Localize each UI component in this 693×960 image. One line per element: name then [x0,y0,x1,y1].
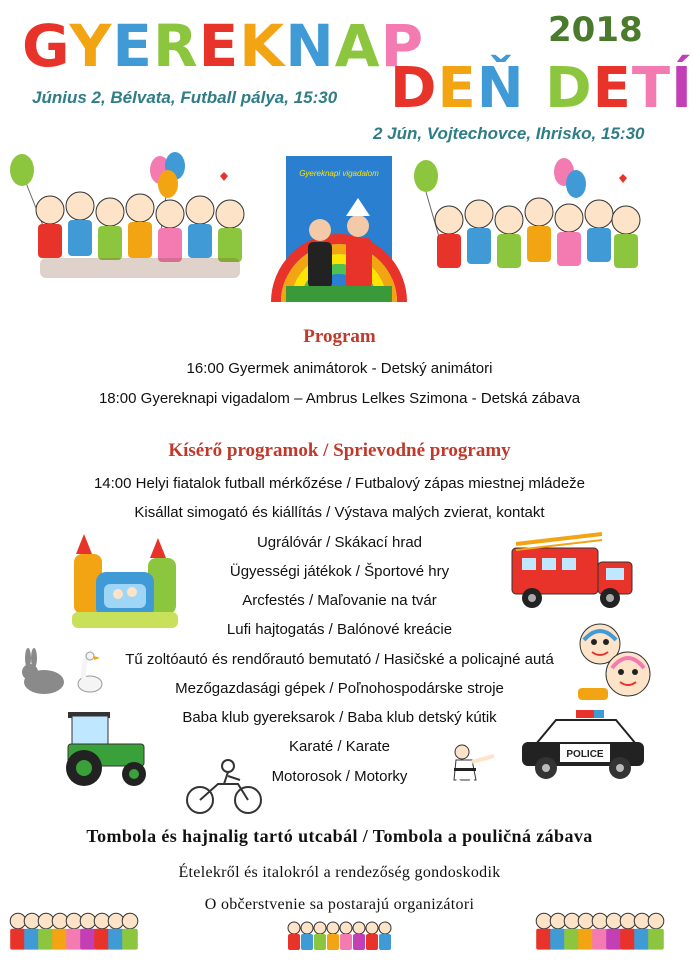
karate-kid-illustration [442,742,502,802]
side-program-item: Baba klub gyereksarok / Baba klub detský kútik [182,709,497,726]
event-date-sk: 2 Jún, Vojtechovce, Ihrisko, 15:30 [373,124,645,143]
motorcycle-illustration [184,756,264,816]
kid-body [550,929,566,950]
title-hu-letter: N [285,12,335,80]
kid-head [648,913,664,929]
kid-body [24,929,40,950]
kids-balloons-right-illustration [414,154,654,304]
side-program-item: Motorosok / Motorky [271,768,408,785]
kid-body [592,929,608,950]
title-sk-letter: T [631,56,672,121]
kid-body [620,929,636,950]
title-sk-letter: Í [671,56,693,121]
kid-head [327,922,339,934]
kid-body [301,934,313,950]
title-sk-letter: Ň [476,56,525,121]
bouncy-castle-illustration [66,532,186,632]
kid-body [648,929,664,950]
kid-body [578,929,594,950]
fire-truck-illustration [502,526,638,616]
kid-body [379,934,391,950]
kid-head [314,922,326,934]
face-painting-illustration [574,618,660,702]
kid-head [606,913,622,929]
kid-body [288,934,300,950]
kids-balloons-left-illustration [10,148,260,298]
kid-head [578,913,594,929]
year: 2018 [548,10,643,50]
kid-head [634,913,650,929]
title-sk-letter: E [592,56,632,121]
title-hu-letter: R [152,12,199,80]
kid-body [108,929,124,950]
program-item: 18:00 Gyereknapi vigadalom – Ambrus Lelkes Szimona - Detská zábava [98,390,581,407]
kids-row [36,192,244,278]
side-programs-heading: Kísérő programok / Sprievodné programy [168,440,511,461]
side-program-item: Ügyességi játékok / Športové hry [229,563,450,580]
side-program-item: 14:00 Helyi fiatalok futball mérkőzése / Futbalový zápas miestnej mládeže [93,475,586,492]
title-sk-letter: D [390,56,438,121]
kid-head [592,913,608,929]
title-hu-letter: E [112,12,153,80]
kid-body [314,934,326,950]
side-program-item: Ugrálóvár / Skákací hrad [256,534,423,551]
kid-body [80,929,96,950]
side-program-item: Karaté / Karate [289,738,390,755]
kid-head [288,922,300,934]
kid-body [94,929,110,950]
police-label: POLICE [566,749,604,760]
kid-body [38,929,54,950]
title-slovak [390,58,693,120]
event-date-hu: Június 2, Bélvata, Futball pálya, 15:30 [32,88,338,107]
title-hu-letter: G [22,12,70,80]
kid-head [353,922,365,934]
title-hu-letter: A [334,12,381,80]
program-item: 16:00 Gyermek animátorok - Detský animátori [186,360,493,377]
title-hu-letter: P [380,12,425,80]
kid-body [66,929,82,950]
kid-body [10,929,26,950]
kids-row-bottom-left [10,908,140,958]
rabbit-goose-illustration [18,648,108,698]
kid-body [564,929,580,950]
side-program-item: Arcfestés / Maľovanie na tvár [242,592,437,609]
title-sk-letter [525,56,546,121]
kid-head [536,913,552,929]
kid-head [94,913,110,929]
kid-head [301,922,313,934]
title-hu-letter: E [198,12,240,80]
kid-body [122,929,138,950]
kid-head [52,913,68,929]
kid-head [108,913,124,929]
kid-head [366,922,378,934]
food-text-sk: O občerstvenie sa postarajú organizátori [204,896,475,913]
tombola-text: Tombola és hajnalig tartó utcabál / Tombola a pouličná zábava [86,826,593,846]
title-hungarian [22,14,424,78]
kid-body [327,934,339,950]
kid-body [606,929,622,950]
side-program-item: Tű zoltóautó és rendőrautó bemutató / Hasičské a policajné autá [125,651,554,668]
program-heading: Program [303,326,376,347]
kid-head [38,913,54,929]
kids-row-bottom-center [286,918,396,958]
police-car-illustration [516,704,648,784]
kid-head [24,913,40,929]
food-text-hu: Ételekről és italokról a rendezőség gondoskodik [178,864,501,881]
tractor-illustration [54,708,154,788]
kid-body [536,929,552,950]
kid-body [366,934,378,950]
performer-poster-image [286,156,392,302]
kids-row-bottom-right [536,908,666,958]
kid-body [634,929,650,950]
kid-head [379,922,391,934]
title-hu-letter: Y [69,12,113,80]
kid-body [340,934,352,950]
side-program-item: Mezőgazdasági gépek / Poľnohospodárske stroje [175,680,504,697]
title-sk-letter: D [545,56,593,121]
kid-head [80,913,96,929]
title-hu-letter: K [239,12,286,80]
kid-head [550,913,566,929]
kid-head [620,913,636,929]
kid-head [10,913,26,929]
side-program-item: Kisállat simogató és kiállítás / Výstava malých zvierat, kontakt [134,504,545,521]
title-sk-letter: E [437,56,477,121]
kid-head [122,913,138,929]
kid-body [52,929,68,950]
kid-head [564,913,580,929]
kid-head [340,922,352,934]
side-program-item: Lufi hajtogatás / Balónové kreácie [226,621,453,638]
kid-head [66,913,82,929]
kid-body [353,934,365,950]
poster-caption: Gyereknapi vigadalom [299,169,379,178]
